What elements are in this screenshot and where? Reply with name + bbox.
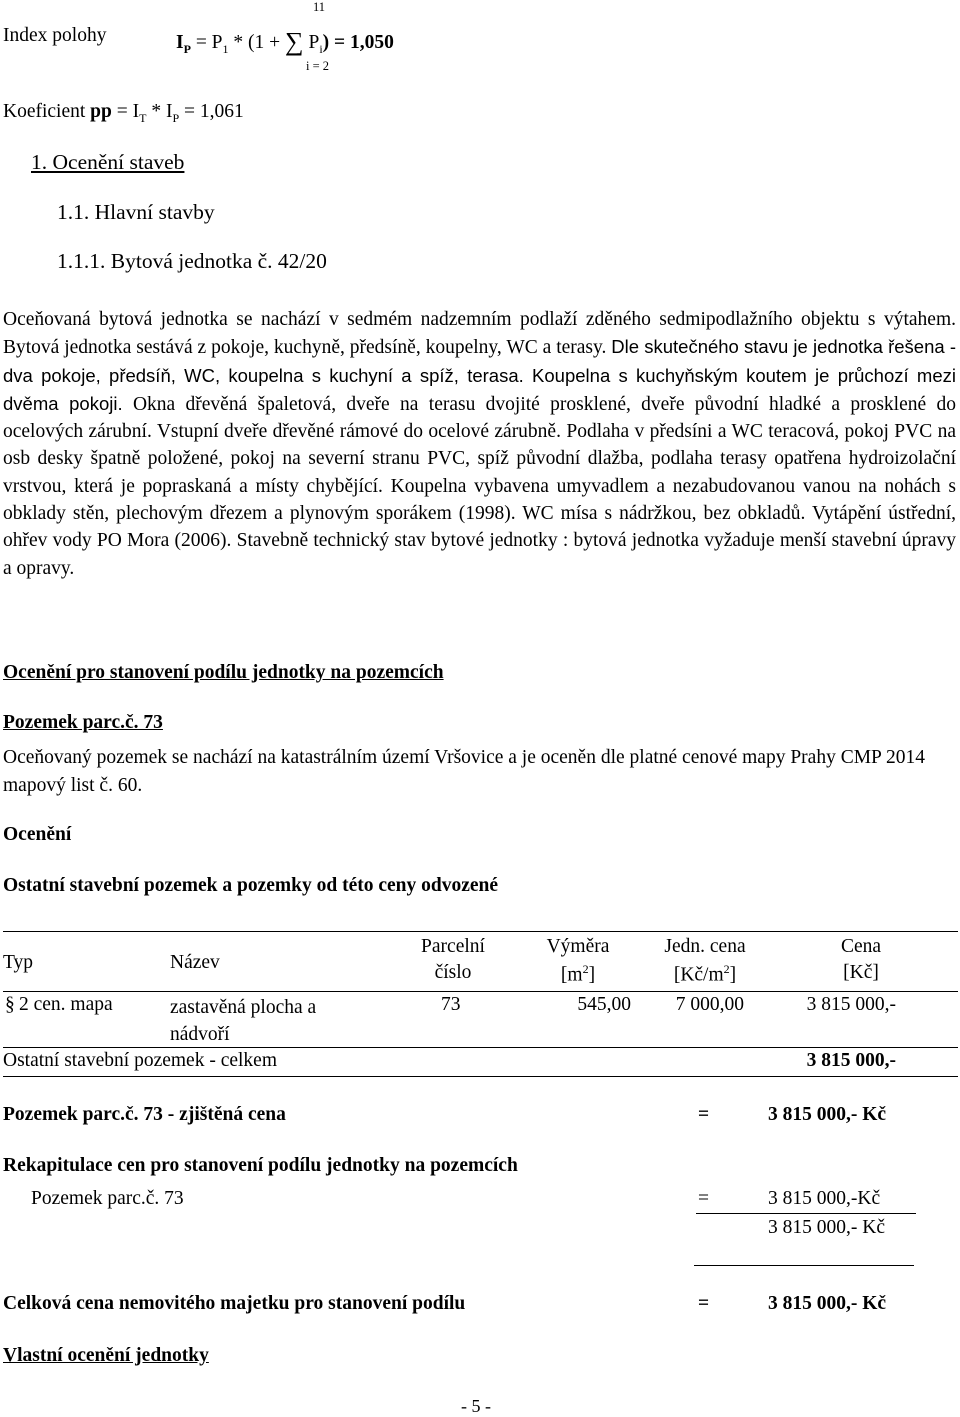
description-s5: Stavebně technický stav bytové jednotky : bytová jednotka vyžaduje menší stavební úpravy a opravy.: [3, 530, 957, 579]
formula-upper-limit: 11: [313, 0, 326, 14]
koeficient-it: = $I_T$: [116, 101, 147, 125]
index-polohy-formula: [176, 25, 394, 57]
table-row: [0, 994, 960, 1044]
zjistena-cena-eq: =: [698, 1104, 710, 1125]
table-total-rule: [3, 1047, 958, 1048]
table-total-value: 3 815 000,-: [806, 1050, 896, 1071]
land-section-title: Ocenění pro stanovení podílu jednotky na pozemcích: [3, 662, 444, 683]
rekapitulace-item: Pozemek parc.č. 73: [31, 1188, 184, 1209]
cell-typ: 2 cen. mapa: [19, 994, 113, 1015]
zjistena-cena-label: Pozemek parc.č. 73 - zjištěná cena: [3, 1104, 286, 1125]
rekapitulace-sum: 3 815 000,- Kč: [768, 1217, 885, 1238]
description-s2: Dle skutečného stavu je jednotka řešena - dva pokoje, předsíň, WC, koupelna s kuchyní a spíž, terasa. Koupelna s kuchyňským koutem je průchozí mezi dvěma pokoji.: [3, 336, 956, 414]
heading-oceneni-staveb: 1. Ocenění staveb: [31, 150, 185, 174]
formula-lower-limit: i = 2: [306, 59, 330, 73]
section-symbol-icon: §: [5, 994, 15, 1015]
zjistena-cena-value: 3 815 000,- Kč: [768, 1104, 887, 1125]
heading-bytova-jednotka: 1.1.1. Bytová jednotka č. 42/20: [57, 249, 327, 273]
page-number: - 5 -: [461, 1396, 491, 1416]
col-header-vymera: Výměra $[m^2]$: [546, 936, 610, 986]
formula-result: ) = 1,050: [322, 32, 394, 53]
formula-rhs-c: $P_i$: [308, 32, 323, 56]
celkova-cena-eq: =: [698, 1293, 710, 1314]
col-header-nazev: Název: [170, 952, 220, 973]
oceneni-heading: Ocenění: [3, 824, 72, 845]
rekapitulace-sum-rule: [696, 1213, 916, 1214]
heading-hlavni-stavby: 1.1. Hlavní stavby: [57, 200, 215, 224]
col-header-parcelni: Parcelní číslo: [421, 936, 485, 983]
koeficient-label: Koeficient: [3, 101, 86, 122]
cell-jedn-cena: 7 000,00: [675, 994, 744, 1015]
table-bottom-rule: [3, 1076, 958, 1077]
cell-parcelni: 73: [441, 994, 461, 1015]
table-header-rule: [3, 991, 958, 992]
formula-rhs-a: = $P_1$: [195, 32, 229, 56]
rekapitulace-total-rule: [694, 1265, 914, 1266]
parcel-description: Oceňovaný pozemek se nachází na katastrálním území Vršovice a je oceněn dle platné cenové mapy Prahy CMP 2014 mapový list č. 60.: [3, 747, 926, 796]
cell-vymera: 545,00: [577, 994, 631, 1015]
col-header-cena: Cena [Kč]: [840, 936, 882, 983]
table-total-label: Ostatní stavební pozemek - celkem: [3, 1050, 277, 1071]
sigma-symbol: ∑: [285, 27, 304, 56]
koeficient-value: = 1,061: [184, 101, 244, 122]
table-top-rule: [3, 931, 958, 932]
formula-ip: $I_P$: [176, 32, 191, 56]
rekapitulace-value: 3 815 000,-Kč: [768, 1188, 881, 1209]
rekapitulace-eq: =: [698, 1188, 709, 1209]
cell-nazev: zastavěná plocha a nádvoří: [170, 997, 317, 1045]
col-header-typ: Typ: [3, 952, 34, 973]
description-s3: Okna dřevěná špaletová, dveře na terasu dvojité prosklené, dveře původní hladké a prosklené do ocelových zárubní. Vstupní dveře dřevěné rámové do ocelové zárubně.: [3, 393, 956, 443]
description-s4: Podlaha v předsíni a WC teracová, pokoj PVC na osb desky špatně položené, pokoj na severní stranu PVC, spíž původní dlažba, podlaha terasy opatřena hydroizolační vrstvou, která je popraskaná a místy chybějící. Koupelna vybavena umyvadlem a nezabudovanou vanou na nohách s obklady stěn, plechovým dřezem a plynovým sporákem (1998). WC mísa s nádržkou, bez obkladů. Vytápění ústřední, ohřev vody PO Mora (2006).: [3, 421, 956, 552]
celkova-cena-label: Celková cena nemovitého majetku pro stanovení podílu: [3, 1293, 466, 1314]
unit-description: [3, 306, 956, 582]
koeficient-line: [3, 101, 244, 126]
celkova-cena-value: 3 815 000,- Kč: [768, 1293, 887, 1314]
koeficient-ip: * $I_P$: [151, 101, 180, 125]
index-polohy-label: Index polohy: [3, 25, 107, 46]
cell-cena: 3 815 000,-: [806, 994, 896, 1015]
rekapitulace-title: Rekapitulace cen pro stanovení podílu jednotky na pozemcích: [3, 1155, 518, 1176]
formula-rhs-b: * (1 +: [233, 32, 281, 53]
description-s1: Oceňovaná bytová jednotka se nachází v sedmém nadzemním podlaží zděného sedmipodlažního objektu s výtahem. Bytová jednotka sestává z pokoje, kuchyně, předsíně, koupelny, WC a terasy.: [3, 309, 956, 359]
land-subtitle: Ostatní stavební pozemek a pozemky od této ceny odvozené: [3, 875, 499, 896]
vlastni-oceneni-heading: Vlastní ocenění jednotky: [3, 1345, 209, 1366]
col-header-jedn-cena: Jedn. cena $[Kč/m^2]$: [664, 936, 746, 986]
koeficient-pp: pp: [90, 101, 112, 122]
parcel-title: Pozemek parc.č. 73: [3, 712, 163, 733]
